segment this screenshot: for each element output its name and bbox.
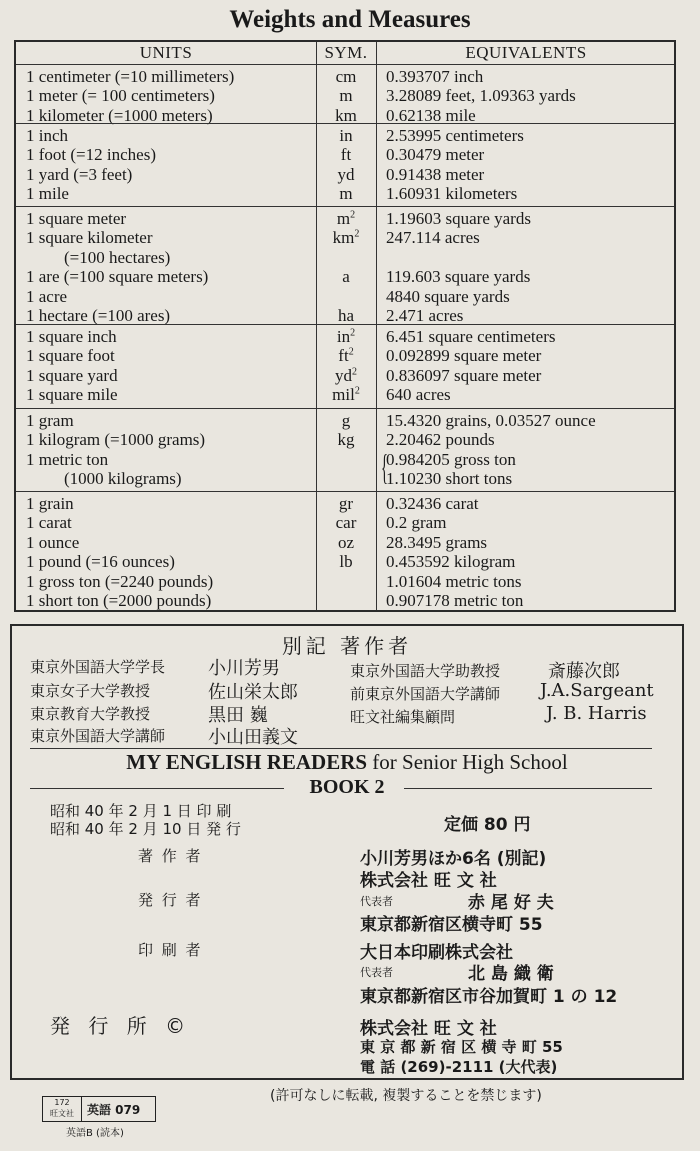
author-entry [350,706,455,727]
unit-cell: 1 carat [26,513,72,533]
symbol-cell: ha [337,306,355,325]
unit-cell: 1 square foot [26,346,115,366]
unit-cell: 1 kilogram (=1000 grams) [26,430,206,450]
equivalent-cell: 2.20462 pounds [386,430,495,450]
price: 定価 80 円 [444,815,531,835]
author-affiliation: 旺文社編集顧問 [350,708,456,726]
measure-row [16,267,674,286]
measure-row [16,67,674,86]
measure-row [16,126,674,145]
group-divider [16,324,674,325]
measure-row [16,572,674,591]
office-company: 株式会社 旺 文 社 [360,1019,497,1039]
publisher-label: 発 行 者 [138,891,203,909]
author-affiliation: 東京外国語大学学長 [30,658,166,676]
symbol-cell: km [335,105,357,125]
group-divider [16,491,674,492]
printer-company: 大日本印刷株式会社 [360,943,513,963]
measure-row [16,411,674,430]
author-name-text: 黒田 巍 [208,705,268,726]
publisher-company: 株式会社 旺 文 社 [360,871,497,891]
equivalent-cell: 28.3495 grams [386,532,488,552]
book-title-main: MY ENGLISH READERS [126,750,368,774]
symbol-cell: car [335,513,357,533]
weights-measures-table [14,40,676,612]
equivalent-cell: 1.60931 kilometers [386,184,518,204]
unit-cell: 1 metric ton [26,449,109,469]
publisher-rep-label: 代表者 [360,895,393,908]
author-entry [30,656,165,677]
author-affiliation: 東京女子大学教授 [30,682,151,700]
measure-row [16,346,674,365]
measure-row [16,248,674,267]
printer-rep: 北 島 織 衛 [468,964,554,984]
symbol-cell: oz [337,532,355,552]
symbol-cell: $in^2$ [336,327,356,346]
book-code-box [42,1096,156,1122]
unit-cell: 1 square kilometer [26,228,153,248]
author-name-text: 佐山栄太郎 [208,682,298,703]
symbol-superscript: 2 [350,209,356,221]
header-equivalents: EQUIVALENTS [465,43,587,62]
measure-row [16,366,674,385]
equivalent-cell: 119.603 square yards [386,267,531,287]
equivalent-cell: 1.01604 metric tons [386,571,522,591]
author-affiliation: 前東京外国語大学講師 [350,685,501,703]
equivalent-cell: 0.62138 mile [386,105,476,125]
symbol-cell: $km^2$ [332,228,360,248]
symbol-cell: m [339,184,353,204]
author-name [208,723,298,749]
header-units: UNITS [139,43,193,62]
author-entry [350,660,500,681]
unit-cell: (1000 kilograms) [64,469,182,489]
unit-cell: 1 acre [26,286,68,306]
measure-row [16,430,674,449]
measure-row [16,552,674,571]
author-name [546,703,647,724]
measure-row [16,469,674,488]
symbol-superscript: 2 [348,346,354,358]
divider [404,788,652,789]
equivalent-cell: 1.19603 square yards [386,209,531,228]
unit-cell: 1 ounce [26,532,80,552]
measure-row [16,145,674,164]
symbol-cell: gr [338,494,354,513]
equivalent-cell: 0.393707 inch [386,67,484,86]
author-name-text: 斎藤次郎 [548,661,620,682]
author-affiliation: 東京教育大学教授 [30,705,151,723]
measure-row [16,494,674,513]
unit-cell: 1 square yard [26,365,118,385]
equivalent-cell: 1.10230 short tons [386,469,513,489]
code-publisher: 旺文社 [50,1109,74,1118]
symbol-cell: kg [337,430,355,450]
measure-row [16,385,674,404]
measure-row [16,306,674,325]
office-telephone: 電 話 (269)-2111 (大代表) [360,1058,558,1076]
authors-heading: 別記 著作者 [281,634,413,658]
symbol-superscript: 2 [354,385,360,397]
measure-row [16,513,674,532]
unit-cell: 1 square meter [26,209,127,228]
publisher-rep: 赤 尾 好 夫 [468,893,554,913]
equivalent-cell: 247.114 acres [386,228,480,248]
author-name [208,654,280,680]
symbol-cell: cm [335,67,357,86]
symbol-superscript: 2 [350,327,356,339]
page-title: Weights and Measures [229,6,471,33]
printer-label: 印 刷 者 [138,941,203,959]
printer-address: 東京都新宿区市谷加賀町 1 の 12 [360,987,618,1007]
measure-row [16,86,674,105]
measure-row [16,591,674,610]
equivalent-cell: 15.4320 grains, 0.03527 ounce [386,411,596,430]
unit-cell: 1 gross ton (=2240 pounds) [26,571,214,591]
equivalent-cell: 0.092899 square meter [386,346,542,366]
header-sym: SYM. [324,43,368,62]
equivalent-cell: 0.984205 gross ton [386,449,516,469]
author-name-text: 小川芳男 [208,658,280,679]
publisher-address: 東京都新宿区横寺町 55 [360,915,543,935]
colophon [10,624,684,1080]
symbol-cell: a [342,267,350,287]
symbol-cell: $ft^2$ [338,346,354,366]
equivalent-cell: 640 acres [386,385,451,405]
symbol-cell: in [339,126,353,145]
equivalent-cell: 3.28089 feet, 1.09363 yards [386,86,576,106]
symbol-cell: g [341,411,351,430]
equivalent-cell: 2.53995 centimeters [386,126,524,145]
symbol-superscript: 2 [354,228,360,240]
symbol-superscript: 2 [352,366,357,378]
equivalent-cell: 6.451 square centimeters [386,327,556,346]
code-number: 172 [54,1098,70,1107]
author-entry [30,725,165,746]
unit-cell: 1 short ton (=2000 pounds) [26,591,212,610]
symbol-cell: yd [337,164,355,184]
symbol-cell: m [339,86,353,106]
unit-cell: 1 square inch [26,327,117,346]
code-subtitle: 英語B (読本) [66,1128,124,1139]
group-divider [16,206,674,207]
author-entry [30,703,150,724]
unit-cell: (=100 hectares) [64,247,171,267]
print-date: 昭和 40 年 2 月 1 日 印 刷 [50,802,232,820]
author-name-text: J.A.Sargeant [540,680,654,701]
author-name-text: 小山田義文 [208,727,298,748]
code-right: 英語 079 [87,1103,141,1117]
author-affiliation: 東京外国語大学助教授 [350,662,501,680]
code-left [43,1097,82,1121]
equivalent-cell: 0.30479 meter [386,145,485,165]
office-label: 発 行 所 © [50,1014,192,1038]
unit-cell: 1 grain [26,494,74,513]
equivalent-cell: 0.907178 metric ton [386,591,524,610]
copyright-notice: (許可なしに転載, 複製することを禁じます) [270,1088,542,1104]
equivalent-cell: 0.32436 carat [386,494,479,513]
group-divider [16,408,674,409]
unit-cell: 1 kilometer (=1000 meters) [26,105,213,125]
equivalent-cell: 0.836097 square meter [386,365,542,385]
header-divider [16,64,674,65]
group-divider [16,123,674,124]
unit-cell: 1 centimeter (=10 millimeters) [26,67,235,86]
equivalent-cell: 0.2 gram [386,513,447,533]
author-value: 小川芳男ほか6名 (別記) [360,849,547,869]
equivalent-cell: 2.471 acres [386,306,464,325]
brace-glyph: { [381,446,388,487]
author-name [540,680,654,701]
measure-row [16,533,674,552]
measure-row [16,327,674,346]
author-affiliation: 東京外国語大学講師 [30,727,166,745]
measure-row [16,165,674,184]
symbol-cell: mil$^2$ [332,385,360,405]
measure-row [16,184,674,203]
unit-cell: 1 yard (=3 feet) [26,164,133,184]
symbol-cell: ft [340,145,352,165]
equivalent-cell: 0.91438 meter [386,164,485,184]
author-label: 著 作 者 [138,847,203,865]
unit-cell: 1 hectare (=100 ares) [26,306,171,325]
symbol-cell: $m^2$ [336,209,356,228]
unit-cell: 1 square mile [26,385,118,405]
divider [30,748,652,749]
unit-cell: 1 meter (= 100 centimeters) [26,86,215,106]
unit-cell: 1 inch [26,126,69,145]
equivalent-cell: 0.453592 kilogram [386,552,516,572]
measure-row [16,228,674,247]
author-entry [30,680,150,701]
unit-cell: 1 pound (=16 ounces) [26,552,175,572]
unit-cell: 1 are (=100 square meters) [26,267,209,287]
printer-rep-label: 代表者 [360,966,393,979]
book-title [12,750,682,775]
book-number: BOOK 2 [309,776,385,798]
office-address: 東 京 都 新 宿 区 横 寺 町 55 [360,1038,563,1056]
author-entry [350,683,500,704]
symbol-cell: $yd^2$ [335,365,357,385]
measure-row [16,106,674,125]
unit-cell: 1 mile [26,184,69,204]
issue-date: 昭和 40 年 2 月 10 日 発 行 [50,820,241,838]
unit-cell: 1 gram [26,411,74,430]
measure-row [16,209,674,228]
symbol-cell: lb [339,552,353,572]
author-name-text: J. B. Harris [546,703,647,724]
measure-row [16,287,674,306]
equivalent-cell: 4840 square yards [386,286,510,306]
unit-cell: 1 foot (=12 inches) [26,145,156,165]
book-title-rest: for Senior High School [367,750,568,774]
